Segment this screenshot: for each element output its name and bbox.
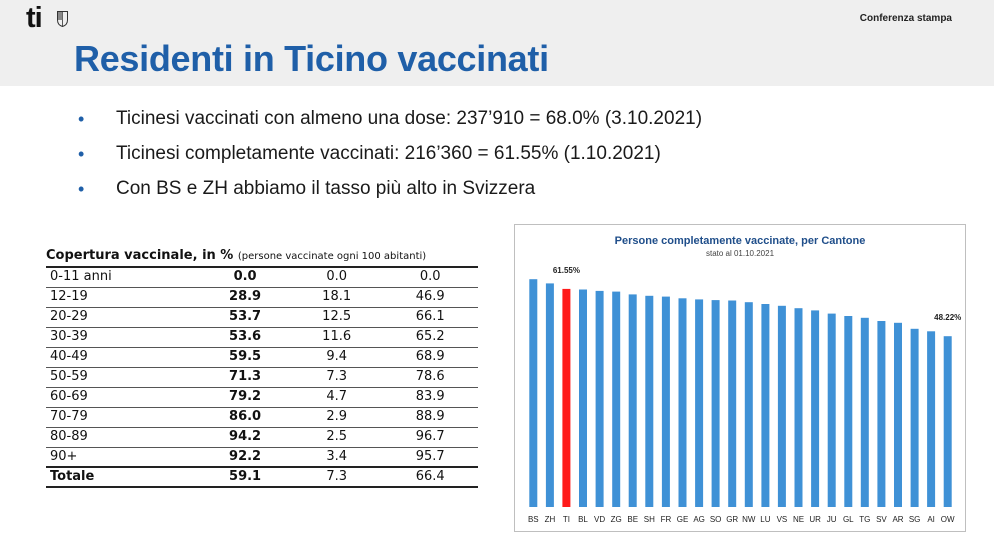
- tick-label-ai: AI: [927, 515, 935, 524]
- bar-ju: [828, 314, 836, 507]
- bar-vd: [596, 291, 604, 507]
- data-label-ow: 48.22%: [934, 313, 962, 323]
- bar-ge: [679, 298, 687, 507]
- age-cell: 0-11 anni: [46, 267, 199, 287]
- tick-label-ar: AR: [892, 515, 904, 524]
- bar-lu: [761, 304, 769, 507]
- first-dose-cell: 86.0: [199, 407, 291, 427]
- tick-label-ge: GE: [676, 515, 689, 524]
- table-row: [46, 267, 478, 287]
- slide-title: Residenti in Ticino vaccinati: [74, 38, 549, 79]
- second-dose-cell: 9.4: [291, 347, 383, 367]
- tick-label-ne: NE: [792, 515, 805, 524]
- tick-label-ti: TI: [562, 515, 570, 524]
- tick-label-be: BE: [627, 515, 639, 524]
- first-dose-cell: 28.9: [199, 287, 291, 307]
- first-dose-cell: 59.5: [199, 347, 291, 367]
- age-cell: 30-39: [46, 327, 199, 347]
- chart-subtitle: stato al 01.10.2021: [705, 249, 775, 258]
- bar-vs: [778, 306, 786, 507]
- second-dose-cell: 12.5: [291, 307, 383, 327]
- bullet-item: • Con BS e ZH abbiamo il tasso più alto in Svizzera: [78, 176, 702, 211]
- bar-sg: [911, 329, 919, 507]
- age-cell: 80-89: [46, 427, 199, 447]
- data-label-ti: 61.55%: [552, 265, 580, 275]
- first-dose-cell: 94.2: [199, 427, 291, 447]
- first-dose-cell: 53.6: [199, 327, 291, 347]
- total-dose-cell: 68.9: [382, 347, 478, 367]
- ticino-shield-icon: [57, 11, 68, 27]
- bullet-icon: •: [78, 144, 85, 164]
- table-row: [46, 387, 478, 407]
- tick-label-so: SO: [709, 515, 722, 524]
- table-caption: Copertura vaccinale, in % (persone vaccinate ogni 100 abitanti): [46, 248, 427, 263]
- chart-title: Persone completamente vaccinate, per Cantone: [614, 235, 866, 247]
- total-dose-cell: 66.4: [382, 467, 478, 487]
- bar-sh: [645, 296, 653, 507]
- second-dose-cell: 2.5: [291, 427, 383, 447]
- bar-bs: [529, 279, 537, 507]
- second-dose-cell: 3.4: [291, 447, 383, 467]
- tick-label-bl: BL: [578, 515, 588, 524]
- bar-ar: [894, 323, 902, 507]
- table-row: [46, 327, 478, 347]
- bar-ow: [944, 336, 952, 507]
- tick-label-ju: JU: [826, 515, 837, 524]
- age-cell: 50-59: [46, 367, 199, 387]
- total-dose-cell: 96.7: [382, 427, 478, 447]
- bar-so: [712, 300, 720, 507]
- tick-label-lu: LU: [760, 515, 771, 524]
- age-cell: 12-19: [46, 287, 199, 307]
- canton-bar-chart: [515, 225, 965, 531]
- coverage-table: [46, 266, 478, 488]
- bullet-list: [78, 106, 702, 211]
- age-cell: 90+: [46, 447, 199, 467]
- bullet-icon: •: [78, 179, 85, 199]
- bar-ag: [695, 299, 703, 507]
- first-dose-cell: 59.1: [199, 467, 291, 487]
- second-dose-cell: 0.0: [291, 267, 383, 287]
- bar-ti: [562, 289, 570, 507]
- age-cell: 40-49: [46, 347, 199, 367]
- tick-label-vs: VS: [776, 515, 788, 524]
- second-dose-cell: 18.1: [291, 287, 383, 307]
- bullet-item: • Ticinesi completamente vaccinati: 216’360 = 61.55% (1.10.2021): [78, 141, 702, 176]
- first-dose-cell: 71.3: [199, 367, 291, 387]
- total-dose-cell: 88.9: [382, 407, 478, 427]
- table-row: [46, 427, 478, 447]
- bar-ur: [811, 310, 819, 507]
- total-dose-cell: 95.7: [382, 447, 478, 467]
- tick-label-ag: AG: [693, 515, 705, 524]
- bar-nw: [745, 302, 753, 507]
- tick-label-fr: FR: [660, 515, 672, 524]
- tick-label-ow: OW: [940, 515, 955, 524]
- total-dose-cell: 83.9: [382, 387, 478, 407]
- tick-label-zg: ZG: [610, 515, 622, 524]
- table-row: [46, 307, 478, 327]
- age-cell: Totale: [46, 467, 199, 487]
- bar-zg: [612, 292, 620, 507]
- table-row: [46, 407, 478, 427]
- tick-label-gr: GR: [726, 515, 739, 524]
- bar-ne: [795, 308, 803, 507]
- bar-gr: [728, 301, 736, 508]
- bar-fr: [662, 297, 670, 507]
- slide-header: [0, 0, 994, 86]
- total-dose-cell: 46.9: [382, 287, 478, 307]
- second-dose-cell: 7.3: [291, 467, 383, 487]
- bar-zh: [546, 283, 554, 507]
- bar-gl: [844, 316, 852, 507]
- tick-label-tg: TG: [859, 515, 871, 524]
- age-cell: 60-69: [46, 387, 199, 407]
- bar-sv: [877, 321, 885, 507]
- bar-bl: [579, 290, 587, 508]
- first-dose-cell: 0.0: [199, 267, 291, 287]
- table-row: [46, 347, 478, 367]
- canton-chart-panel: [514, 224, 966, 532]
- ticino-logo: ti: [26, 2, 42, 34]
- bullet-icon: •: [78, 109, 85, 129]
- tick-label-sg: SG: [908, 515, 921, 524]
- bar-ai: [927, 331, 935, 507]
- table-row: [46, 467, 478, 487]
- tick-label-sv: SV: [876, 515, 887, 524]
- total-dose-cell: 78.6: [382, 367, 478, 387]
- total-dose-cell: 0.0: [382, 267, 478, 287]
- tick-label-bs: BS: [527, 515, 539, 524]
- second-dose-cell: 7.3: [291, 367, 383, 387]
- tick-label-vd: VD: [594, 515, 606, 524]
- total-dose-cell: 66.1: [382, 307, 478, 327]
- vaccination-coverage-table: [46, 246, 478, 488]
- table-row: [46, 447, 478, 467]
- first-dose-cell: 79.2: [199, 387, 291, 407]
- bar-be: [629, 294, 637, 507]
- tick-label-nw: NW: [742, 515, 756, 524]
- bullet-item: • Ticinesi vaccinati con almeno una dose: 237’910 = 68.0% (3.10.2021): [78, 106, 702, 141]
- press-conference-label: Conferenza stampa: [859, 13, 952, 24]
- tick-label-zh: ZH: [544, 515, 556, 524]
- tick-label-sh: SH: [643, 515, 655, 524]
- age-cell: 70-79: [46, 407, 199, 427]
- table-row: [46, 287, 478, 307]
- second-dose-cell: 4.7: [291, 387, 383, 407]
- age-cell: 20-29: [46, 307, 199, 327]
- second-dose-cell: 2.9: [291, 407, 383, 427]
- first-dose-cell: 53.7: [199, 307, 291, 327]
- tick-label-ur: UR: [809, 515, 821, 524]
- first-dose-cell: 92.2: [199, 447, 291, 467]
- bar-tg: [861, 318, 869, 507]
- table-row: [46, 367, 478, 387]
- tick-label-gl: GL: [842, 515, 854, 524]
- total-dose-cell: 65.2: [382, 327, 478, 347]
- second-dose-cell: 11.6: [291, 327, 383, 347]
